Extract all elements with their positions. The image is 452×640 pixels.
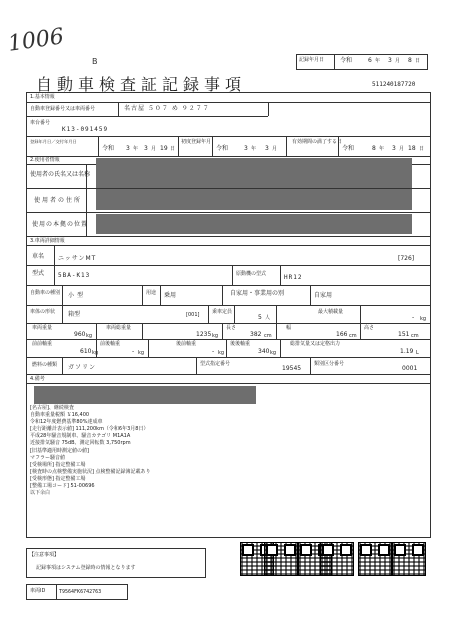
redacted-user-address (96, 192, 412, 210)
initial-reg-era: 令和 (216, 145, 229, 152)
engine-label: 原動機の型式 (236, 271, 267, 277)
max-load-unit: kg (420, 316, 427, 322)
handwritten-number: 1006 (6, 24, 66, 57)
model-value: 5BA-K13 (58, 272, 91, 279)
vehicle-name: ニッサンMT (58, 255, 97, 262)
rear-axle-unit: kg (270, 350, 277, 356)
rear-axle-label: 後後軸重 (230, 341, 251, 347)
gross-label: 車両総重量 (106, 325, 132, 331)
expiry-era: 令和 (342, 145, 355, 152)
kind-label: 自動車の種別 (30, 290, 61, 296)
base-location-label: 使用の本拠の位置 (32, 221, 89, 228)
section-user-heading: 2.使用者情報 (30, 157, 60, 163)
height-value: 151 (398, 331, 410, 338)
redacted-remarks (34, 386, 256, 404)
use-value: 乗用 (164, 292, 177, 299)
remark-line: [整備工場コード] 51-00696 (30, 483, 95, 490)
first-reg-year: 3 (126, 145, 130, 152)
user-address-label: 使用者の住所 (34, 197, 83, 204)
weight-value: 960 (74, 331, 86, 338)
expiry-month: 3 (392, 145, 396, 152)
height-label: 高さ (364, 325, 375, 331)
remark-line: 令和12年度燃費基準80%達成車 (30, 419, 103, 426)
body-value: 箱型 (68, 311, 81, 318)
remark-line: [名古屋]、継続検査 (30, 405, 74, 411)
record-date-day: 8 (408, 57, 412, 64)
vehicle-name-code: [726] (398, 255, 415, 262)
remark-line: [走行距離計表示値] 111,200km（令和6年3月8日） (30, 426, 149, 433)
remarks-list (30, 406, 151, 498)
weight-label: 車両重量 (32, 325, 53, 331)
expiry-year: 8 (372, 145, 376, 152)
remark-line: 以下余白 (30, 490, 51, 497)
length-label: 長さ (226, 325, 237, 331)
expiry-label: 有効期間の満了する日 (292, 139, 343, 145)
capacity-unit: 人 (265, 315, 271, 321)
private-business-value: 自家用 (314, 292, 333, 299)
weight-unit: kg (86, 333, 93, 339)
capacity-label: 乗車定員 (212, 309, 233, 315)
vehicle-name-label: 車名 (32, 253, 45, 260)
initial-reg-label: 初度登録年月 (181, 139, 212, 145)
qr-code-icon (320, 542, 354, 576)
front-rear-axle-unit: kg (138, 350, 145, 356)
remark-line: [検査時の点検整備実施状況] 点検整備記録簿記載あり (30, 468, 151, 475)
chassis-label: 車台番号 (30, 120, 51, 126)
rear-axle-value: 340 (258, 348, 270, 355)
user-name-label: 使用者の氏名又は名称 (30, 171, 91, 178)
document-number: 511240187720 (372, 81, 416, 88)
fuel-value: ガソリン (68, 364, 97, 371)
capacity-value: 5 (258, 314, 262, 321)
front-axle-value: 610 (80, 348, 92, 355)
record-date-year: 6 (368, 57, 372, 64)
front-rear-axle-label: 前後軸重 (100, 341, 121, 347)
record-date-month: 3 (388, 57, 392, 64)
expiry-day: 18 (408, 145, 416, 152)
fuel-label: 燃料の種類 (32, 362, 58, 368)
qr-code-icon (358, 542, 392, 576)
use-label: 用途 (146, 290, 157, 296)
remark-line: 平成28年騒音規制車、騒音カテゴリ M1A1A (30, 433, 131, 440)
private-business-label: 自家用・事業用の別 (230, 290, 285, 297)
notes-title: 【注意事項】 (29, 552, 60, 558)
kind-value: 小型 (68, 292, 87, 299)
remark-line: [受検形態] 指定整備工場 (30, 475, 86, 482)
engine-value: HR12 (284, 274, 303, 281)
notes-text: 記録事項はシステム登録時の情報となります (36, 565, 136, 571)
registration-label: 自動車登録番号又は車両番号 (30, 106, 96, 112)
class-value: 0001 (402, 365, 418, 372)
section-basic-heading: 1.基本情報 (30, 94, 55, 100)
qr-code-icon (392, 542, 426, 576)
remark-line: 近接排気騒音 75dB、測定回転数 3,750rpm (30, 440, 131, 447)
redacted-user-name (96, 158, 412, 192)
remark-line: マフラー騒音値 (30, 454, 66, 461)
remark-line: [受検場所] 指定整備工場 (30, 461, 86, 468)
vehicle-id-label: 車両ID (30, 588, 46, 594)
width-value: 166 (336, 331, 348, 338)
max-load-label: 最大積載量 (318, 309, 344, 315)
qr-code-icon (264, 542, 298, 576)
remark-line: [旧基準適用時測定値の値] (30, 447, 89, 454)
registration-number: 名古屋 ５０７ め ９２７７ (124, 105, 210, 112)
record-date-label: 記録年月日 (299, 57, 325, 63)
max-load-value: - (412, 314, 415, 321)
model-label: 型式 (32, 270, 45, 277)
handwritten-letter: B (92, 57, 98, 66)
rear-front-axle-unit: kg (218, 350, 225, 356)
displacement-unit: L (416, 350, 419, 356)
section-vehicle-heading: 3.車両詳細情報 (30, 238, 65, 244)
gross-value: 1235 (196, 331, 212, 338)
class-label: 類別区分番号 (314, 361, 345, 367)
body-code: [001] (186, 312, 200, 318)
section-remarks-heading: 4.備考 (30, 376, 45, 382)
displacement-label: 総排気量又は定格出力 (290, 341, 341, 347)
first-reg-era: 令和 (102, 145, 115, 152)
front-axle-label: 前前軸重 (32, 341, 53, 347)
vehicle-id-value: T9564FK6742763 (59, 589, 102, 595)
length-unit: cm (264, 333, 272, 339)
width-label: 幅 (286, 325, 292, 331)
width-unit: cm (349, 333, 357, 339)
initial-reg-month: 3 (265, 145, 269, 152)
remark-line: 自動車重量税額 ￥16,400 (30, 412, 90, 419)
type-cert-label: 型式指定番号 (200, 361, 231, 367)
front-axle-unit: kg (92, 350, 99, 356)
first-reg-month: 3 (144, 145, 148, 152)
record-date-era: 令和 (340, 57, 353, 64)
redacted-base-location (96, 214, 412, 234)
displacement-value: 1.19 (400, 348, 414, 355)
gross-unit: kg (212, 333, 219, 339)
chassis-number: K13-091459 (62, 126, 109, 133)
height-unit: cm (411, 333, 419, 339)
first-reg-day: 19 (160, 145, 168, 152)
rear-front-axle-value: - (212, 348, 215, 355)
page-title: 自動車検査証記録事項 (36, 75, 247, 94)
front-rear-axle-value: - (132, 348, 135, 355)
rear-front-axle-label: 後前軸重 (176, 341, 197, 347)
initial-reg-year: 3 (244, 145, 248, 152)
type-cert-value: 19545 (282, 365, 302, 372)
first-reg-label: 登録年月日／交付年月日 (30, 139, 77, 145)
length-value: 382 (250, 331, 262, 338)
body-label: 車体の形状 (30, 309, 56, 315)
